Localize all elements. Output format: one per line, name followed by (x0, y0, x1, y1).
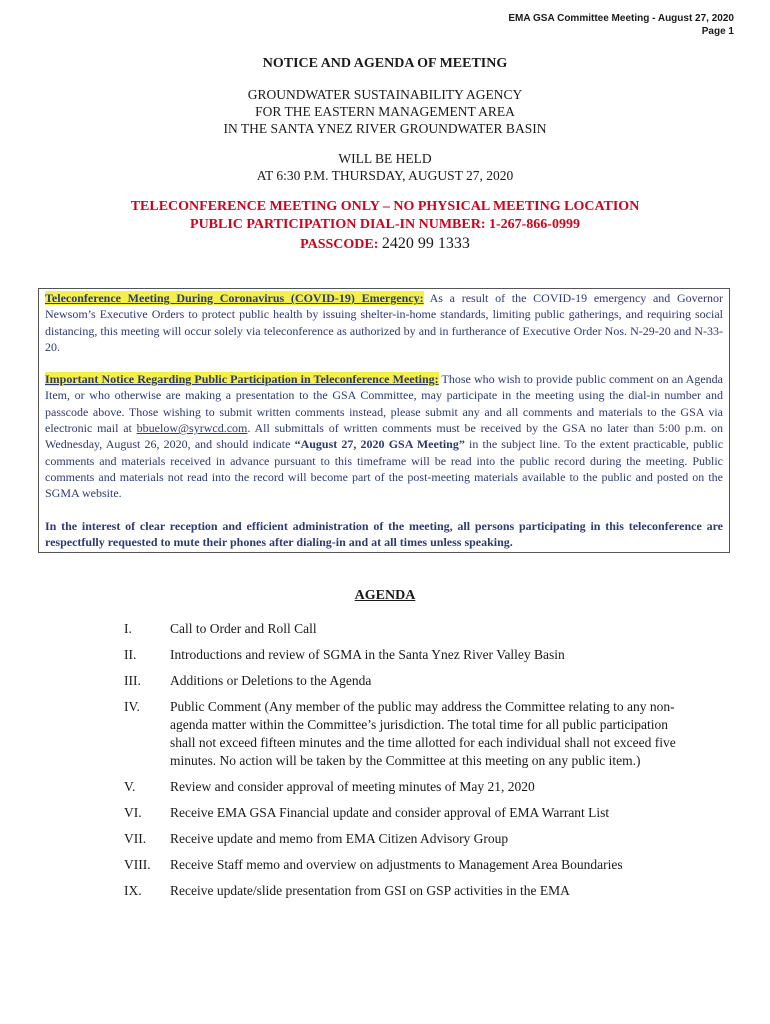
agenda-item-number: V. (124, 779, 136, 794)
public-participation-heading: Important Notice Regarding Public Participation in Teleconference Meeting: (45, 372, 439, 387)
agency-name (0, 86, 770, 137)
public-participation-text-b: . All submittals of written comments must be received by the GSA no later than 5:00 p.m. on Wednesday, August 26, 2020, and should indicate (45, 421, 724, 452)
agenda-item-text: Receive update/slide presentation from GSI on GSP activities in the EMA (170, 883, 570, 898)
public-participation-paragraph (45, 371, 723, 501)
passcode-label: PASSCODE: (300, 237, 379, 252)
agency-line-1: GROUNDWATER SUSTAINABILITY AGENCY (247, 87, 523, 102)
agenda-item-text: Call to Order and Roll Call (170, 621, 317, 636)
passcode-value: 2420 99 1333 (381, 235, 470, 252)
mute-request-paragraph: In the interest of clear reception and efficient administration of the meeting, all persons participating in this teleconference are respectfully requested to mute their phones after dialing-in and at all times unless speaking. (45, 518, 723, 549)
agenda-item (124, 830, 684, 848)
agenda-item (124, 620, 684, 638)
agenda-item-text: Receive update and memo from EMA Citizen Advisory Group (170, 831, 509, 846)
subject-line-bold: “August 27, 2020 GSA Meeting” (294, 437, 465, 452)
agenda-item-text: Introductions and review of SGMA in the Santa Ynez River Valley Basin (170, 647, 565, 662)
agenda-item-text: Receive EMA GSA Financial update and consider approval of EMA Warrant List (170, 805, 610, 820)
header-page-number: Page 1 (701, 26, 734, 37)
covid-emergency-heading: Teleconference Meeting During Coronavirus (COVID-19) Emergency: (45, 291, 424, 305)
covid-notice-box (38, 288, 730, 553)
agenda-title: AGENDA (354, 588, 416, 603)
agenda-item-text: Additions or Deletions to the Agenda (170, 673, 372, 688)
dial-in-number: PUBLIC PARTICIPATION DIAL-IN NUMBER: 1-267-866-0999 (190, 217, 580, 232)
agenda-item (124, 856, 684, 874)
agenda-item (124, 672, 684, 690)
agenda-item (124, 698, 684, 770)
header-meeting-line: EMA GSA Committee Meeting - August 27, 2020 (508, 13, 734, 24)
agenda-item (124, 778, 684, 796)
agenda-item (124, 646, 684, 664)
public-participation-text-a: Those who wish to provide public comment on an Agenda Item, or who otherwise are making a presentation to the GSA Committee, may participate in the meeting using the dial-in number and passcode above. Those wishing to submit written comments instead, please submit any and all comments and materials to the GSA via electronic mail at (45, 372, 723, 436)
agenda-item (124, 804, 684, 822)
page-header (508, 12, 734, 38)
title-block (0, 56, 770, 255)
agenda-item-number: III. (124, 673, 141, 688)
agenda-item-text: Receive Staff memo and overview on adjustments to Management Area Boundaries (170, 857, 623, 872)
covid-emergency-text: As a result of the COVID-19 emergency and Governor Newsom’s Executive Orders to protect public health by issuing shelter-in-home standards, limiting public gatherings, and requiring social distancing, this meeting will occur solely via teleconference as authorized by and in furtherance of Executive Order Nos. N-29-20 and N-33-20. (45, 291, 724, 354)
teleconference-notice (0, 198, 770, 234)
held-line-1: WILL BE HELD (338, 151, 432, 166)
agenda-item-text: Public Comment (Any member of the public may address the Committee relating to any non-agenda matter within the Committee’s jurisdiction. The total time for all public participation shall not exceed fifteen minutes and the time allotted for each individual shall not exceed five minutes. No action will be taken by the Committee at this meeting on any public item.) (170, 699, 676, 768)
agency-line-2: FOR THE EASTERN MANAGEMENT AREA (255, 104, 515, 119)
agenda-item-number: VII. (124, 831, 147, 846)
meeting-time (0, 150, 770, 184)
agency-line-3: IN THE SANTA YNEZ RIVER GROUNDWATER BASIN (223, 121, 547, 136)
agenda-item-number: IV. (124, 699, 140, 714)
agenda-item-number: VI. (124, 805, 142, 820)
covid-emergency-paragraph (45, 290, 723, 355)
agenda-item-number: IX. (124, 883, 142, 898)
agenda-item (124, 882, 684, 900)
held-line-2: AT 6:30 P.M. THURSDAY, AUGUST 27, 2020 (256, 168, 514, 183)
email-link[interactable]: bbuelow@syrwcd.com (136, 421, 248, 436)
document-title: NOTICE AND AGENDA OF MEETING (262, 56, 508, 71)
agenda-list (124, 620, 684, 908)
public-participation-text-c: in the subject line. To the extent practicable, public comments and materials received in advance pursuant to this timeframe will be read into the public record during the meeting. Public comments and materials not read into the record will become part of the post-meeting materials available to the public and posted on the SGMA website. (45, 437, 724, 501)
teleconference-line: TELECONFERENCE MEETING ONLY – NO PHYSICAL MEETING LOCATION (130, 199, 640, 214)
passcode-line (0, 234, 770, 255)
agenda-item-text: Review and consider approval of meeting minutes of May 21, 2020 (170, 779, 535, 794)
agenda-item-number: VIII. (124, 857, 151, 872)
agenda-item-number: II. (124, 647, 137, 662)
agenda-item-number: I. (124, 621, 132, 636)
